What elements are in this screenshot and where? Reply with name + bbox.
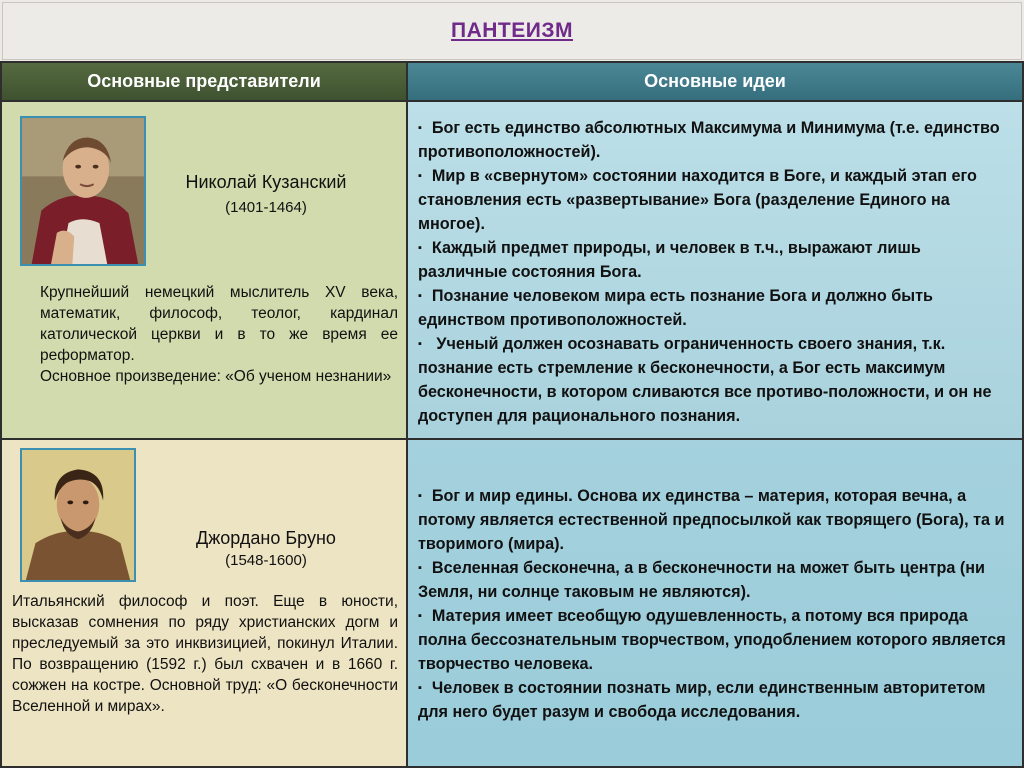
list-item: ▪ Вселенная бесконечна, а в бесконечности на может быть центра (ни Земля, ни солнце таковым не являются). — [418, 559, 985, 601]
header-ideas: Основные идеи — [408, 61, 1024, 102]
list-item: ▪ Человек в состоянии познать мир, если единственным авторитетом для него будет разум и свобода исследования. — [418, 679, 986, 721]
representative-bio — [12, 591, 398, 717]
ideas-cell — [408, 440, 1024, 768]
bullet-icon: ▪ — [418, 682, 422, 694]
bio-paragraph: Итальянский философ и поэт. Еще в юности, высказав сомнения по ряду христианских догм и преследуемый за это инквизицией, покинул Италии. По возвращению (1592 г.) был схвачен и в 1660 г. сожжен на костре. Основной труд: «О бесконечности Вселенной и мирах». — [12, 593, 398, 715]
bullet-icon: ▪ — [418, 170, 422, 182]
list-item: ▪ Познание человеком мира есть познание Бога и должно быть единством противоположностей. — [418, 287, 933, 329]
bullet-icon: ▪ — [418, 562, 422, 574]
list-item: ▪ Бог есть единство абсолютных Максимума и Минимума (т.е. единство противоположностей). — [418, 119, 1000, 161]
list-item: ▪ Каждый предмет природы, и человек в т.ч., выражают лишь различные состояния Бога. — [418, 239, 921, 281]
portrait-bruno-image — [22, 450, 134, 580]
portrait-cusanus-image — [22, 118, 144, 264]
bullet-icon: ▪ — [418, 610, 422, 622]
representative-name: Джордано Бруно — [196, 528, 336, 548]
bullet-icon: ▪ — [418, 242, 422, 254]
table-row — [0, 440, 1024, 768]
list-item: ▪ Ученый должен осознавать ограниченность своего знания, т.к. познание есть стремление к бесконечности, а Бог есть максимум бесконечности, в котором сливаются все противо-положности, и он не доступен для рационального познания. — [418, 335, 992, 425]
bullet-icon: ▪ — [418, 338, 422, 350]
ideas-cell — [408, 102, 1024, 440]
comparison-table — [0, 61, 1024, 768]
ideas-list — [418, 116, 1012, 428]
list-item: ▪ Бог и мир едины. Основа их единства – материя, которая вечна, а потому является естественной предпосылкой как творящего (Бога), та и творимого (мира). — [418, 487, 1005, 553]
bullet-icon: ▪ — [418, 490, 422, 502]
representative-cell — [0, 440, 408, 768]
representative-name: Николай Кузанский — [185, 172, 347, 192]
representative-bio — [40, 282, 398, 387]
bullet-icon: ▪ — [418, 290, 422, 302]
portrait-image — [20, 116, 146, 266]
representative-years: (1401-1464) — [225, 199, 307, 216]
ideas-list — [418, 484, 1012, 724]
bio-paragraph: Крупнейший немецкий мыслитель XV века, математик, философ, теолог, кардинал католической церкви и в то же время ее реформатор. — [40, 284, 398, 364]
representative-cell — [0, 102, 408, 440]
header-representatives: Основные представители — [0, 61, 408, 102]
bullet-icon: ▪ — [418, 122, 422, 134]
table-row — [0, 102, 1024, 440]
bio-main-work: Основное произведение: «Об ученом незнании» — [40, 368, 392, 385]
representative-years: (1548-1600) — [225, 552, 307, 569]
title-bar — [2, 2, 1022, 60]
page-title: ПАНТЕИЗМ — [450, 19, 573, 42]
list-item: ▪ Материя имеет всеобщую одушевленность, а потому вся природа полна бессознательным творчеством, уподоблением которого является творчество человека. — [418, 607, 1006, 673]
portrait-image — [20, 448, 136, 582]
list-item: ▪ Мир в «свернутом» состоянии находится в Боге, и каждый этап его становления есть «развертывание» Бога (разделение Единого на многое). — [418, 167, 977, 233]
